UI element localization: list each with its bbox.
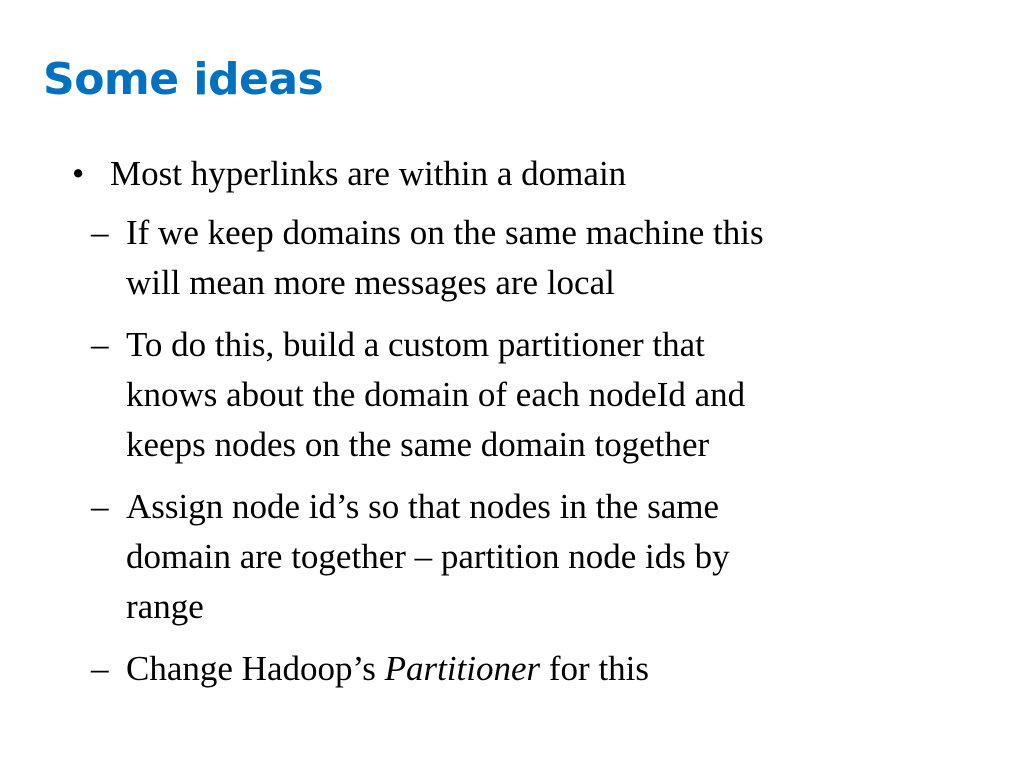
sub-bullet-item xyxy=(0,320,986,470)
sub-bullet-line: knows about the domain of each nodeId and xyxy=(126,375,746,414)
bullet-marker: • xyxy=(72,154,85,193)
slide-title: Some ideas xyxy=(43,54,324,105)
sub-bullet-line: To do this, build a custom partitioner that xyxy=(126,325,705,364)
slide-content xyxy=(0,148,1024,706)
sub-bullet-item xyxy=(0,482,986,632)
sub-bullet-list xyxy=(0,208,1024,694)
bullet-item xyxy=(0,148,1024,200)
sub-bullet-line: Assign node id’s so that nodes in the same xyxy=(126,487,720,526)
sub-bullet-line xyxy=(126,644,986,694)
sub-bullet-marker: – xyxy=(91,487,109,526)
sub-bullet-marker: – xyxy=(91,325,109,364)
sub-bullet-line: keeps nodes on the same domain together xyxy=(126,425,710,464)
sub-bullet-marker: – xyxy=(91,649,109,688)
sub-bullet-item xyxy=(0,208,986,308)
partitioner-emphasis: Partitioner xyxy=(384,649,541,688)
sub-bullet-line: If we keep domains on the same machine this xyxy=(126,213,764,252)
sub-bullet-item xyxy=(0,644,986,694)
sub-bullet-prefix: Change Hadoop’s xyxy=(126,649,385,688)
sub-bullet-line: domain are together – partition node ids by xyxy=(126,537,730,576)
sub-bullet-line: range xyxy=(126,587,204,626)
sub-bullet-line: will mean more messages are local xyxy=(126,263,615,302)
sub-bullet-marker: – xyxy=(91,213,109,252)
sub-bullet-suffix: for this xyxy=(540,649,650,688)
bullet-text: Most hyperlinks are within a domain xyxy=(110,154,627,193)
